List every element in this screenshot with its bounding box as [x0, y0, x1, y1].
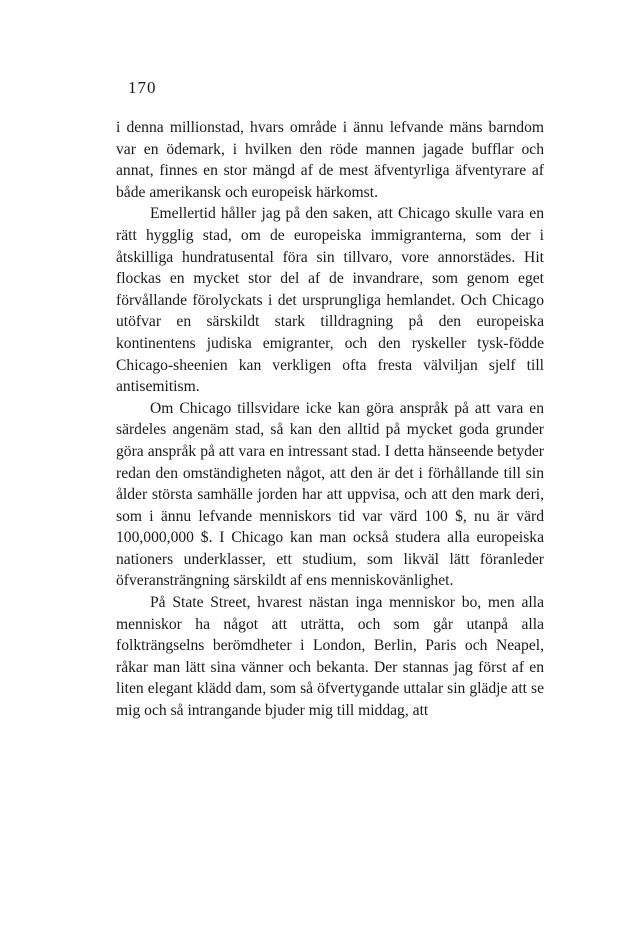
- paragraph: Emellertid håller jag på den saken, att Chicago skulle vara en rätt hygglig stad, om de europeiska immigranterna, som der i åtskilliga hundratusental föra sin tillvaro, vore annorstädes. Hit flockas en mycket stor del af de invandrare, som genom eget förvållande förolyckats i det ursprungliga hemlandet. Och Chicago utöfvar en särskildt stark tilldragning på den europeiska kontinentens judiska emigranter, och den ryskeller tysk-födde Chicago-sheenien kan verkligen ofta fresta välviljan sjelf till antisemitism.: [116, 205, 544, 396]
- paragraph: På State Street, hvarest nästan inga menniskor bo, men alla menniskor ha något att uträtta, och som går utanpå alla folkträngselns berömdheter i London, Berlin, Paris och Neapel, råkar man lätt sina vänner och bekanta. Der stannas jag först af en liten elegant klädd dam, som så öfvertygande uttalar sin glädje att se mig och så intrangande bjuder mig till middag, att: [116, 594, 544, 720]
- page-number: 170: [128, 78, 157, 97]
- paragraph: Om Chicago tillsvidare icke kan göra anspråk på att vara en särdeles angenäm stad, så kan den alltid på mycket goda grunder göra anspråk på att vara en intressant stad. I detta hänseende betyder redan den omständigheten något, att den är det i förhållande till sin ålder största samhälle jorden har att uppvisa, och att den mark deri, som i ännu lefvande menniskors tid var värd 100 $, nu är värd 100,000,000 $. I Chicago kan man också studera alla europeiska nationers underklasser, ett studium, som likväl lätt föranleder öfveransträngning särskildt af ens menniskovänlighet.: [116, 399, 544, 590]
- paragraph: i denna millionstad, hvars område i ännu lefvande mäns barndom var en ödemark, i hvilken den röde mannen jagade bufflar och annat, finnes en stor mängd af de mest äfventyrliga äfventyrare af både amerikansk och europeisk härkomst.: [116, 119, 544, 201]
- body-text: [116, 117, 544, 722]
